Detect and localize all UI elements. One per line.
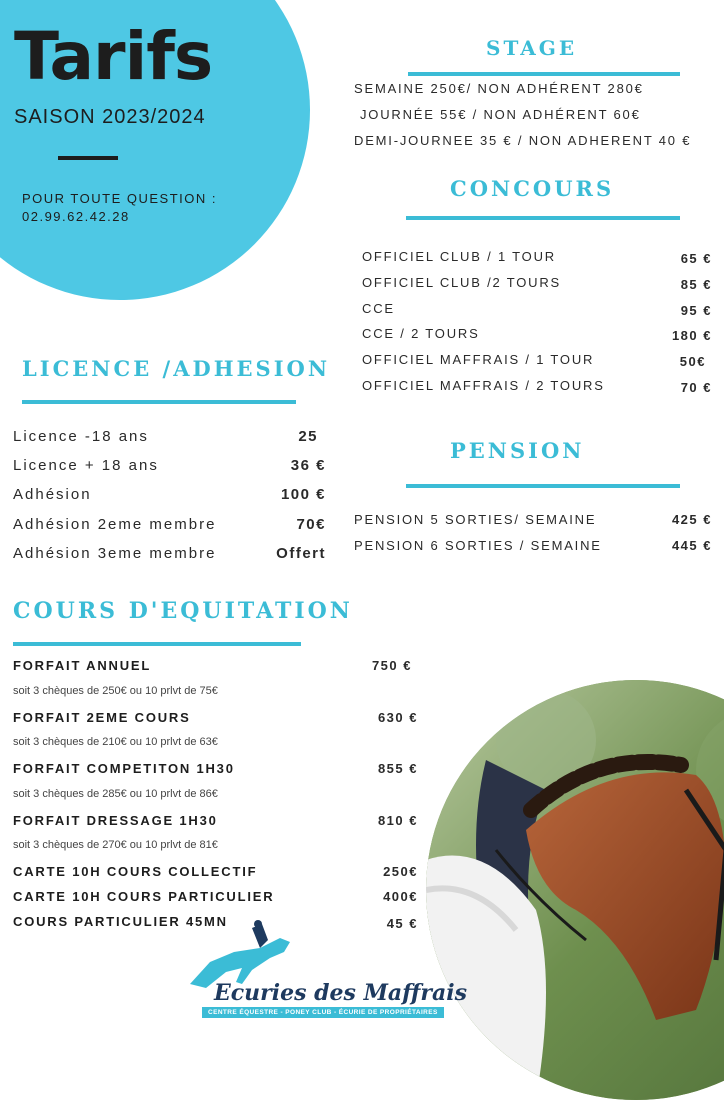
cours-item-price: 750 € — [371, 658, 412, 673]
pension-rule — [406, 484, 680, 488]
divider — [58, 156, 118, 160]
licence-item-label: Adhésion — [13, 486, 92, 503]
cours-item-label: CARTE 10H COURS PARTICULIER — [13, 889, 275, 904]
concours-item-label: CCE — [362, 301, 395, 316]
cours-item-label: FORFAIT DRESSAGE 1H30 — [13, 813, 218, 828]
licence-item-price: 100 € — [280, 486, 326, 503]
cours-rule — [13, 642, 301, 646]
contact-block — [22, 190, 217, 226]
licence-item-price: 25 — [298, 428, 318, 445]
cours-item-label: FORFAIT ANNUEL — [13, 658, 152, 673]
cours-item-note: soit 3 chèques de 250€ ou 10 prlvt de 75€ — [13, 685, 218, 697]
cours-item-price: 855 € — [377, 761, 418, 776]
concours-item-price: 95 € — [680, 303, 712, 318]
stage-line: JOURNÉE 55€ / NON ADHÉRENT 60€ — [360, 107, 641, 122]
cours-item-label: CARTE 10H COURS COLLECTIF — [13, 864, 258, 879]
cours-item-note: soit 3 chèques de 210€ ou 10 prlvt de 63€ — [13, 736, 218, 748]
concours-title: CONCOURS — [450, 176, 615, 201]
licence-item-label: Adhésion 3eme membre — [13, 545, 217, 562]
horse-photo — [426, 680, 724, 1100]
licence-rule — [22, 400, 296, 404]
concours-item-price: 65 € — [680, 251, 712, 266]
licence-item-price: 70€ — [296, 516, 326, 533]
stage-line: SEMAINE 250€/ NON ADHÉRENT 280€ — [354, 81, 644, 96]
concours-item-price: 70 € — [680, 380, 712, 395]
cours-item-label: FORFAIT 2EME COURS — [13, 710, 191, 725]
concours-item-label: OFFICIEL MAFFRAIS / 1 TOUR — [362, 352, 595, 367]
pension-item-price: 425 € — [671, 512, 712, 527]
logo — [172, 918, 467, 1022]
concours-item-price: 180 € — [671, 328, 712, 343]
concours-item-price: 50€ — [679, 354, 706, 369]
pension-item-label: PENSION 5 SORTIES/ SEMAINE — [354, 512, 597, 527]
cours-item-price: 810 € — [377, 813, 418, 828]
cours-item-price: 45 € — [386, 916, 418, 931]
cours-item-price: 250€ — [383, 864, 418, 879]
cours-item-price: 400€ — [383, 889, 418, 904]
pension-title: PENSION — [450, 438, 585, 463]
stage-title: STAGE — [486, 36, 578, 60]
cours-item-label: COURS PARTICULIER 45MN — [13, 914, 228, 929]
question-label: POUR TOUTE QUESTION : — [22, 191, 217, 206]
concours-rule — [406, 216, 680, 220]
pension-item-label: PENSION 6 SORTIES / SEMAINE — [354, 538, 602, 553]
concours-item-label: CCE / 2 TOURS — [362, 326, 480, 341]
stage-line: DEMI-JOURNEE 35 € / NON ADHERENT 40 € — [354, 133, 692, 148]
licence-item-price: Offert — [276, 545, 326, 562]
concours-item-price: 85 € — [680, 277, 712, 292]
licence-item-price: 36 € — [290, 457, 326, 474]
logo-tagline: CENTRE ÉQUESTRE - PONEY CLUB - ÉCURIE DE PROPRIÉTAIRES — [202, 1007, 444, 1018]
pension-item-price: 445 € — [671, 538, 712, 553]
cours-item-price: 630 € — [377, 710, 418, 725]
cours-item-note: soit 3 chèques de 285€ ou 10 prlvt de 86€ — [13, 788, 218, 800]
stage-rule — [408, 72, 680, 76]
horse-illustration — [426, 680, 724, 1100]
cours-item-note: soit 3 chèques de 270€ ou 10 prlvt de 81€ — [13, 839, 218, 851]
cours-title: COURS D'EQUITATION — [13, 598, 353, 624]
page-title: Tarifs — [14, 18, 213, 95]
logo-name: Ecuries des Maffrais — [214, 980, 467, 1006]
licence-item-label: Licence + 18 ans — [13, 457, 159, 474]
licence-item-label: Licence -18 ans — [13, 428, 149, 445]
concours-item-label: OFFICIEL CLUB /2 TOURS — [362, 275, 562, 290]
licence-title: LICENCE /ADHESION — [22, 356, 331, 381]
concours-item-label: OFFICIEL CLUB / 1 TOUR — [362, 249, 556, 264]
season-label: SAISON 2023/2024 — [14, 106, 206, 128]
phone-number: 02.99.62.42.28 — [22, 209, 130, 224]
licence-item-label: Adhésion 2eme membre — [13, 516, 217, 533]
concours-item-label: OFFICIEL MAFFRAIS / 2 TOURS — [362, 378, 605, 393]
cours-item-label: FORFAIT COMPETITON 1H30 — [13, 761, 235, 776]
